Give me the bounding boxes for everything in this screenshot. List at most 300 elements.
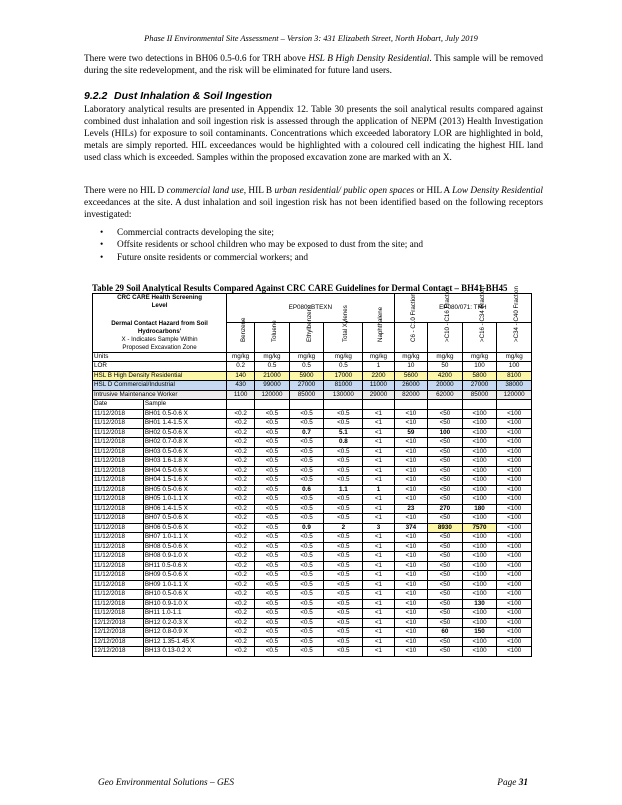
sample-id: BH10 0.9-1.0 X xyxy=(143,599,226,609)
result-value: <50 xyxy=(428,571,463,581)
guideline-value: 21000 xyxy=(255,371,290,381)
analyte-name: >C10 - C16 Fraction xyxy=(443,286,451,343)
receptor-list xyxy=(100,227,423,264)
table-row xyxy=(93,476,532,486)
result-value: <50 xyxy=(428,590,463,600)
guideline-value: 10 xyxy=(394,362,428,372)
result-value: <100 xyxy=(497,466,532,476)
sample-date: 11/12/2018 xyxy=(93,438,144,448)
result-value: <0.5 xyxy=(289,447,324,457)
empty-header-cell xyxy=(289,400,324,410)
result-value: <100 xyxy=(497,438,532,448)
result-value: <0.2 xyxy=(227,438,255,448)
guideline-value: 62000 xyxy=(428,390,463,400)
guideline-value: mg/kg xyxy=(289,352,324,362)
result-value: <10 xyxy=(394,419,428,429)
result-value: <0.5 xyxy=(324,590,363,600)
analyte-header xyxy=(255,320,290,352)
result-value: <1 xyxy=(363,571,394,581)
result-value: <0.5 xyxy=(255,599,290,609)
result-value: <50 xyxy=(428,466,463,476)
result-value: <50 xyxy=(428,495,463,505)
result-value: <100 xyxy=(497,552,532,562)
sample-date: 12/12/2018 xyxy=(93,628,144,638)
result-value: <100 xyxy=(462,514,497,524)
guideline-value: 0.5 xyxy=(289,362,324,372)
table-row xyxy=(93,628,532,638)
result-value: <100 xyxy=(462,561,497,571)
result-value: <0.2 xyxy=(227,447,255,457)
table-row xyxy=(93,514,532,524)
footer-page-number: 31 xyxy=(518,778,528,788)
result-value: <100 xyxy=(497,590,532,600)
result-value: <0.5 xyxy=(324,542,363,552)
result-value: <50 xyxy=(428,533,463,543)
hil-text-1: There were no HIL D xyxy=(84,186,167,196)
result-value: <0.2 xyxy=(227,599,255,609)
result-value: <0.5 xyxy=(255,504,290,514)
sample-date: 11/12/2018 xyxy=(93,523,144,533)
result-value: <100 xyxy=(497,628,532,638)
crc-header-line xyxy=(94,310,225,320)
result-value: <100 xyxy=(497,447,532,457)
result-value: <0.5 xyxy=(255,590,290,600)
guideline-value: 50 xyxy=(428,362,463,372)
guideline-value: 82000 xyxy=(394,390,428,400)
guideline-value: 1 xyxy=(363,362,394,372)
hil-emphasis-3: Low Density Residential xyxy=(452,186,543,196)
empty-header-cell xyxy=(363,400,394,410)
sample-id: BH02 0.7-0.8 X xyxy=(143,438,226,448)
sample-id: BH01 1.4-1.5 X xyxy=(143,419,226,429)
intrusive-worker-row xyxy=(93,390,532,400)
result-value: <0.5 xyxy=(289,571,324,581)
result-value: <0.5 xyxy=(324,571,363,581)
sample-id: BH04 0.5-0.6 X xyxy=(143,466,226,476)
guideline-value: 29000 xyxy=(363,390,394,400)
table-row xyxy=(93,552,532,562)
table-row xyxy=(93,618,532,628)
result-value: <0.5 xyxy=(255,628,290,638)
guideline-value: 17000 xyxy=(324,371,363,381)
table-row xyxy=(93,523,532,533)
analyte-name: C6 - C10 Fraction xyxy=(409,293,417,343)
result-value: <100 xyxy=(462,580,497,590)
guideline-value: 2200 xyxy=(363,371,394,381)
sample-date: 11/12/2018 xyxy=(93,571,144,581)
result-value: <0.5 xyxy=(289,590,324,600)
crc-header-line: Proposed Excavation Zone xyxy=(122,343,197,351)
result-value: <50 xyxy=(428,476,463,486)
empty-header-cell xyxy=(428,400,463,410)
result-value: <0.5 xyxy=(324,447,363,457)
result-value: <10 xyxy=(394,590,428,600)
result-value: 150 xyxy=(462,628,497,638)
row-label: LOR xyxy=(93,362,227,372)
result-value: <100 xyxy=(497,609,532,619)
result-value: <100 xyxy=(462,647,497,657)
sample-id: BH01 0.5-0.6 X xyxy=(143,409,226,419)
sample-date: 11/12/2018 xyxy=(93,466,144,476)
result-value: <1 xyxy=(363,580,394,590)
result-value: <0.5 xyxy=(255,419,290,429)
analyte-name: Toluene xyxy=(270,320,278,343)
result-value: <0.2 xyxy=(227,561,255,571)
result-value: <0.5 xyxy=(255,495,290,505)
result-value: <100 xyxy=(497,647,532,657)
result-value: <10 xyxy=(394,571,428,581)
sample-id: BH09 1.0-1.1 X xyxy=(143,580,226,590)
result-value: 0.9 xyxy=(289,523,324,533)
result-value: <0.5 xyxy=(255,409,290,419)
section-number: 9.2.2 xyxy=(84,90,108,102)
result-value: <10 xyxy=(394,514,428,524)
result-value: <100 xyxy=(462,409,497,419)
result-value: <0.5 xyxy=(289,419,324,429)
result-value: <100 xyxy=(462,485,497,495)
sample-id: BH12 0.2-0.3 X xyxy=(143,618,226,628)
result-value: <1 xyxy=(363,552,394,562)
sample-date: 11/12/2018 xyxy=(93,409,144,419)
result-value: 3 xyxy=(363,523,394,533)
sample-date: 11/12/2018 xyxy=(93,533,144,543)
footer-page-label: Page xyxy=(497,778,517,788)
sample-id: BH06 0.5-0.6 X xyxy=(143,523,226,533)
sample-id: BH06 1.4-1.5 X xyxy=(143,504,226,514)
receptor-list-item: • Future onsite residents or commercial workers; and xyxy=(100,252,423,264)
result-value: <0.2 xyxy=(227,495,255,505)
result-value: <1 xyxy=(363,542,394,552)
table-row xyxy=(93,571,532,581)
sample-id: BH02 0.5-0.6 X xyxy=(143,428,226,438)
result-value: <0.5 xyxy=(255,542,290,552)
result-value: <50 xyxy=(428,599,463,609)
result-value: <50 xyxy=(428,438,463,448)
result-value: <100 xyxy=(497,533,532,543)
result-value: <10 xyxy=(394,647,428,657)
crc-header-line: X - Indicates Sample Within xyxy=(121,335,198,343)
sample-date: 11/12/2018 xyxy=(93,599,144,609)
trh-group-header: EP080/071: TRH xyxy=(394,294,531,323)
result-value: 374 xyxy=(394,523,428,533)
result-value: <100 xyxy=(497,571,532,581)
result-value: <50 xyxy=(428,561,463,571)
row-label: Intrusive Maintenance Worker xyxy=(93,390,227,400)
result-value: <50 xyxy=(428,618,463,628)
result-value: <1 xyxy=(363,514,394,524)
analyte-name: >C34 - C40 Fraction xyxy=(513,286,521,343)
result-value: <100 xyxy=(462,419,497,429)
date-header: Date xyxy=(93,400,144,410)
result-value: 180 xyxy=(462,504,497,514)
sample-id: BH11 0.5-0.6 X xyxy=(143,561,226,571)
result-value: <100 xyxy=(462,552,497,562)
result-value: <50 xyxy=(428,514,463,524)
sample-id: BH13 0.13-0.2 X xyxy=(143,647,226,657)
page-header: Phase II Environmental Site Assessment – Version 3: 431 Elizabeth Street, North Hobart, July 2019 xyxy=(144,34,478,43)
result-value: <0.2 xyxy=(227,552,255,562)
result-value: <100 xyxy=(462,457,497,467)
result-value: <100 xyxy=(462,533,497,543)
btexn-group-header: EP080: BTEXN xyxy=(227,294,395,323)
guideline-value: mg/kg xyxy=(324,352,363,362)
guideline-value: mg/kg xyxy=(497,352,532,362)
result-value: <0.5 xyxy=(255,476,290,486)
result-value: <10 xyxy=(394,628,428,638)
result-value: <100 xyxy=(497,523,532,533)
guideline-value: 5600 xyxy=(394,371,428,381)
result-value: <100 xyxy=(497,457,532,467)
empty-header-cell xyxy=(462,400,497,410)
result-value: <1 xyxy=(363,466,394,476)
result-value: <0.5 xyxy=(289,580,324,590)
footer-page xyxy=(497,778,528,788)
result-value: <0.5 xyxy=(324,628,363,638)
footer-company: Geo Environmental Solutions – GES xyxy=(98,778,234,788)
result-value: <10 xyxy=(394,542,428,552)
guideline-value: 130000 xyxy=(324,390,363,400)
result-value: <0.2 xyxy=(227,609,255,619)
result-value: <10 xyxy=(394,476,428,486)
guideline-value: 1100 xyxy=(227,390,255,400)
guideline-value: 100 xyxy=(497,362,532,372)
sample-date: 11/12/2018 xyxy=(93,609,144,619)
sample-id: BH03 1.6-1.8 X xyxy=(143,457,226,467)
result-value: <50 xyxy=(428,637,463,647)
result-value: <100 xyxy=(462,637,497,647)
result-value: <0.5 xyxy=(255,580,290,590)
table-row xyxy=(93,428,532,438)
sample-date: 11/12/2018 xyxy=(93,590,144,600)
sample-id: BH04 1.5-1.6 X xyxy=(143,476,226,486)
result-value: <100 xyxy=(462,609,497,619)
result-value: <0.2 xyxy=(227,428,255,438)
result-value: <100 xyxy=(497,618,532,628)
result-value: <10 xyxy=(394,447,428,457)
result-value: <100 xyxy=(462,618,497,628)
sample-header: Sample xyxy=(143,400,226,410)
table-row xyxy=(93,590,532,600)
result-value: <0.5 xyxy=(289,438,324,448)
result-value: <0.2 xyxy=(227,628,255,638)
result-value: <0.5 xyxy=(255,571,290,581)
analyte-header xyxy=(227,317,255,352)
sample-date: 11/12/2018 xyxy=(93,428,144,438)
result-value: <100 xyxy=(497,637,532,647)
result-value: <0.5 xyxy=(289,561,324,571)
result-value: <0.5 xyxy=(255,561,290,571)
result-value: <10 xyxy=(394,609,428,619)
table-caption: Table 29 Soil Analytical Results Compared Against CRC CARE Guidelines for Dermal Contact – BH41-BH45 xyxy=(92,283,508,293)
result-value: <100 xyxy=(462,571,497,581)
result-value: <0.5 xyxy=(255,466,290,476)
result-value: <1 xyxy=(363,419,394,429)
result-value: <0.5 xyxy=(324,476,363,486)
result-value: <0.5 xyxy=(289,533,324,543)
result-value: <100 xyxy=(497,561,532,571)
result-value: <1 xyxy=(363,609,394,619)
guideline-value: 8100 xyxy=(497,371,532,381)
result-value: <100 xyxy=(462,466,497,476)
guideline-value: 26000 xyxy=(394,381,428,391)
result-value: <100 xyxy=(462,495,497,505)
section-title: Dust Inhalation & Soil Ingestion xyxy=(114,90,273,102)
table-row xyxy=(93,495,532,505)
table-row xyxy=(93,637,532,647)
result-value: <10 xyxy=(394,438,428,448)
guideline-value: 99000 xyxy=(255,381,290,391)
guideline-value: mg/kg xyxy=(394,352,428,362)
result-value: <0.2 xyxy=(227,523,255,533)
table-row xyxy=(93,533,532,543)
result-value: <1 xyxy=(363,561,394,571)
sample-header-row xyxy=(93,400,532,410)
intro-text-after: . This sample will be removed during the site redevelopment, and the risk will be eliminated for future land users. xyxy=(84,54,543,77)
result-value: <0.5 xyxy=(324,409,363,419)
result-value: <0.5 xyxy=(324,533,363,543)
guideline-value: mg/kg xyxy=(428,352,463,362)
empty-header-cell xyxy=(394,400,428,410)
result-value: <10 xyxy=(394,637,428,647)
result-value: 7570 xyxy=(462,523,497,533)
sample-id: BH03 0.5-0.6 X xyxy=(143,447,226,457)
sample-date: 11/12/2018 xyxy=(93,542,144,552)
result-value: <0.5 xyxy=(255,457,290,467)
guideline-value: mg/kg xyxy=(363,352,394,362)
result-value: <0.5 xyxy=(255,514,290,524)
result-value: <0.5 xyxy=(324,504,363,514)
result-value: <0.5 xyxy=(255,438,290,448)
result-value: <1 xyxy=(363,438,394,448)
empty-header-cell xyxy=(497,400,532,410)
guideline-value: 4200 xyxy=(428,371,463,381)
crc-header-line: Dermal Contact Hazard from Soil xyxy=(111,319,208,327)
result-value: <10 xyxy=(394,457,428,467)
sample-id: BH09 0.5-0.6 X xyxy=(143,571,226,581)
sample-id: BH07 0.5-0.6 X xyxy=(143,514,226,524)
result-value: <50 xyxy=(428,609,463,619)
result-value: 130 xyxy=(462,599,497,609)
result-value: <100 xyxy=(497,485,532,495)
result-value: <0.5 xyxy=(255,523,290,533)
table-row xyxy=(93,542,532,552)
result-value: <0.5 xyxy=(255,485,290,495)
sample-date: 11/12/2018 xyxy=(93,514,144,524)
result-value: <0.2 xyxy=(227,542,255,552)
result-value: <0.5 xyxy=(289,647,324,657)
result-value: <100 xyxy=(497,476,532,486)
result-value: <10 xyxy=(394,485,428,495)
result-value: <100 xyxy=(497,409,532,419)
intro-text-before: There were two detections in BH06 0.5-0.6 for TRH above xyxy=(84,54,309,64)
result-value: <0.5 xyxy=(289,542,324,552)
result-value: <100 xyxy=(462,447,497,457)
result-value: <100 xyxy=(462,428,497,438)
sample-id: BH08 0.9-1.0 X xyxy=(143,552,226,562)
sample-id: BH08 0.5-0.6 X xyxy=(143,542,226,552)
receptor-list-item: • Commercial contracts developing the site; xyxy=(100,227,423,239)
result-value: <0.5 xyxy=(324,561,363,571)
result-value: <100 xyxy=(497,580,532,590)
result-value: <0.5 xyxy=(289,495,324,505)
result-value: <0.5 xyxy=(289,609,324,619)
analyte-header xyxy=(394,293,428,352)
hil-emphasis-2: urban residential/ public open spaces xyxy=(274,186,415,196)
sample-id: BH12 1.35-1.45 X xyxy=(143,637,226,647)
hil-paragraph xyxy=(84,185,543,221)
guideline-value: mg/kg xyxy=(462,352,497,362)
sample-id: BH05 0.5-0.6 X xyxy=(143,485,226,495)
result-value: <0.5 xyxy=(255,428,290,438)
table-row xyxy=(93,580,532,590)
result-value: <0.5 xyxy=(289,476,324,486)
result-value: <0.5 xyxy=(324,618,363,628)
result-value: <10 xyxy=(394,580,428,590)
result-value: <0.2 xyxy=(227,466,255,476)
result-value: <100 xyxy=(462,542,497,552)
result-value: <10 xyxy=(394,495,428,505)
result-value: 1 xyxy=(363,485,394,495)
result-value: <1 xyxy=(363,647,394,657)
result-value: <100 xyxy=(462,590,497,600)
result-value: 270 xyxy=(428,504,463,514)
lor-row xyxy=(93,362,532,372)
sample-date: 11/12/2018 xyxy=(93,419,144,429)
result-value: <0.2 xyxy=(227,409,255,419)
guideline-value: 85000 xyxy=(289,390,324,400)
result-value: <0.5 xyxy=(324,552,363,562)
result-value: <0.2 xyxy=(227,514,255,524)
guideline-value: 27000 xyxy=(289,381,324,391)
result-value: <0.5 xyxy=(324,647,363,657)
guideline-value: mg/kg xyxy=(227,352,255,362)
result-value: <0.2 xyxy=(227,590,255,600)
sample-date: 11/12/2018 xyxy=(93,561,144,571)
units-row xyxy=(93,352,532,362)
sample-date: 12/12/2018 xyxy=(93,618,144,628)
result-value: <100 xyxy=(497,542,532,552)
result-value: <100 xyxy=(497,495,532,505)
guideline-value: 100 xyxy=(462,362,497,372)
result-value: <0.5 xyxy=(324,637,363,647)
result-value: <1 xyxy=(363,457,394,467)
analyte-header xyxy=(497,286,532,352)
crc-care-header-cell xyxy=(93,294,227,353)
sample-date: 11/12/2018 xyxy=(93,476,144,486)
result-value: <10 xyxy=(394,561,428,571)
result-value: 0.7 xyxy=(289,428,324,438)
result-value: <0.5 xyxy=(324,580,363,590)
result-value: <0.2 xyxy=(227,647,255,657)
sample-date: 11/12/2018 xyxy=(93,495,144,505)
result-value: 0.6 xyxy=(289,485,324,495)
results-paragraph: Laboratory analytical results are presented in Appendix 12. Table 30 presents the soil analytical results compared against combined dust inhalation and soil ingestion risk is assessed through the application of NEPM (2013) Health Investigation Levels (HILs) for exposure to soil contaminants. Concentrations which exceeded laboratory LOR are highlighted in bold, metals are simply reported. HIL exceedances would be highlighted with a coloured cell indicating the highest HIL land used class which is exceeded. Samples within the proposed excavation zone are marked with an X. xyxy=(84,105,543,164)
hsl-d-row xyxy=(93,381,532,391)
result-value: <1 xyxy=(363,504,394,514)
sample-date: 11/12/2018 xyxy=(93,580,144,590)
result-value: <100 xyxy=(497,419,532,429)
sample-date: 11/12/2018 xyxy=(93,504,144,514)
analyte-name: >C16 - C34 Fraction xyxy=(478,286,486,343)
sample-id: BH11 1.0-1.1 xyxy=(143,609,226,619)
result-value: <1 xyxy=(363,409,394,419)
table-row xyxy=(93,647,532,657)
result-value: <1 xyxy=(363,628,394,638)
result-value: <0.5 xyxy=(324,457,363,467)
result-value: <0.5 xyxy=(255,618,290,628)
guideline-value: 85000 xyxy=(462,390,497,400)
result-value: <0.2 xyxy=(227,485,255,495)
